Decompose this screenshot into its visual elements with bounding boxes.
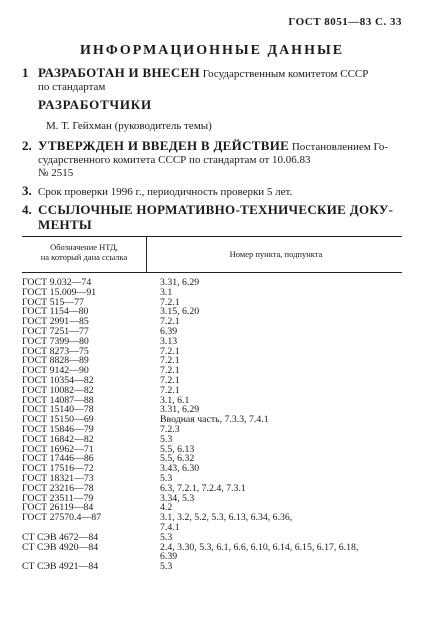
ntd-designation: ГОСТ 10354—82: [22, 374, 94, 386]
clause-numbers: 7.2.1: [160, 355, 180, 367]
ntd-designation: ГОСТ 14087—88: [22, 394, 94, 406]
ntd-designation: ГОСТ 9.032—74: [22, 277, 92, 288]
table-col1-header-line-2: на который дана ссылка: [40, 252, 128, 262]
ntd-designation: ГОСТ 23511—79: [22, 492, 94, 504]
clause-numbers: 3.43, 6.30: [160, 463, 200, 475]
clause-numbers: 3.31, 6.29: [160, 404, 200, 416]
section-4-caps-1: ССЫЛОЧНЫЕ НОРМАТИВНО-ТЕХНИЧЕСКИЕ ДОКУ-: [38, 202, 394, 217]
clause-numbers: 3.1: [160, 286, 173, 298]
section-4-caps-2: МЕНТЫ: [38, 217, 92, 232]
section-3: [22, 184, 402, 199]
clause-numbers: 3.1, 6.1: [160, 394, 190, 406]
clause-numbers: 5.3: [160, 472, 173, 484]
section-1: [22, 66, 402, 94]
ntd-designation: ГОСТ 10082—82: [22, 384, 94, 396]
page-header: ГОСТ 8051—83 С. 33: [288, 16, 402, 28]
ntd-designation: ГОСТ 9142—90: [22, 365, 89, 377]
section-1-text-1: Государственным комитетом СССР: [202, 68, 369, 80]
table-row: [22, 513, 402, 523]
ntd-designation: ГОСТ 8828—89: [22, 355, 89, 367]
page-title: ИНФОРМАЦИОННЫЕ ДАННЫЕ: [79, 43, 345, 58]
ntd-designation: ГОСТ 7251—77: [22, 325, 89, 337]
ntd-designation: ГОСТ 18321—73: [22, 472, 94, 484]
ntd-designation: ГОСТ 1154—80: [22, 306, 89, 318]
clause-numbers: 4.2: [160, 502, 173, 514]
section-1-caps: РАЗРАБОТАН И ВНЕСЕН: [38, 65, 200, 80]
table-col1-header-line-1: Обозначение НТД,: [50, 242, 118, 252]
section-2-text-2: сударственного комитета СССР по стандартам от 10.06.83: [38, 154, 311, 166]
clause-numbers: 7.2.1: [160, 384, 180, 396]
developers-text: М. Т. Гейхман (руководитель темы): [46, 120, 212, 132]
clause-numbers: 6.39: [160, 325, 178, 337]
section-1-number: 1: [22, 65, 29, 80]
clause-numbers: 7.2.1: [160, 296, 180, 308]
table-col1-header: [22, 242, 146, 262]
table-header-rule: [22, 272, 402, 273]
ntd-designation: ГОСТ 15140—78: [22, 404, 94, 416]
ntd-designation: ГОСТ 7399—80: [22, 335, 89, 347]
clause-numbers: 7.2.1: [160, 365, 180, 377]
clause-numbers: 6.3, 7.2.1, 7.2.4, 7.3.1: [160, 482, 246, 494]
clause-numbers: 5.5, 6.13: [160, 443, 195, 455]
clause-numbers: 5.3: [160, 531, 173, 543]
ntd-designation: СТ СЭВ 4672—84: [22, 531, 99, 543]
section-4-number: 4.: [22, 202, 32, 217]
ntd-designation: ГОСТ 15.009—91: [22, 286, 97, 298]
ntd-designation: ГОСТ 8273—75: [22, 345, 89, 357]
section-4: [22, 203, 402, 231]
clause-numbers: 3.1, 3.2, 5.2, 5.3, 6.13, 6.34, 6.36,: [160, 512, 293, 524]
clause-numbers: 7.2.1: [160, 316, 180, 328]
clause-numbers: 6.39: [160, 551, 178, 563]
ntd-designation: ГОСТ 515—77: [22, 296, 84, 308]
table-col2-header: Номер пункта, подпункта: [229, 249, 323, 259]
section-2-text-1: Постановлением Го-: [291, 141, 388, 153]
section-3-text: Срок проверки 1996 г., периодичность проверки 5 лет.: [38, 186, 293, 198]
clause-numbers: 5.3: [160, 433, 173, 445]
section-2-caps: УТВЕРЖДЕН И ВВЕДЕН В ДЕЙСТВИЕ: [38, 138, 290, 153]
ntd-designation: ГОСТ 15846—79: [22, 423, 94, 435]
ntd-designation: СТ СЭВ 4921—84: [22, 561, 99, 573]
section-2: [22, 139, 402, 180]
clause-numbers: 3.34, 5.3: [160, 492, 195, 504]
clause-numbers: 3.15, 6.20: [160, 306, 200, 318]
clause-numbers: 7.4.1: [160, 521, 180, 533]
section-2-text-3: № 2515: [38, 167, 74, 179]
ntd-designation: ГОСТ 26119—84: [22, 502, 94, 514]
clause-numbers: 3.13: [160, 335, 178, 347]
table-row: [22, 562, 402, 572]
ntd-designation: ГОСТ 16962—71: [22, 443, 94, 455]
section-2-number: 2.: [22, 138, 32, 153]
table-header-divider: [146, 236, 147, 272]
clause-numbers: 2.4, 3.30, 5.3, 6.1, 6.6, 6.10, 6.14, 6.15, 6.17, 6.18,: [160, 541, 359, 553]
clause-numbers: 7.2.3: [160, 423, 180, 435]
section-1-text-2: по стандартам: [38, 81, 106, 93]
ntd-designation: ГОСТ 15150—69: [22, 414, 94, 426]
clause-numbers: 5.3: [160, 561, 173, 573]
table-top-rule: [22, 236, 402, 237]
developers-heading: РАЗРАБОТЧИКИ: [38, 97, 152, 112]
clause-numbers: 5.5, 6.32: [160, 453, 195, 465]
ntd-designation: СТ СЭВ 4920—84: [22, 541, 99, 553]
clause-numbers: 3.31, 6.29: [160, 277, 200, 288]
clause-numbers: Вводная часть, 7.3.3, 7.4.1: [160, 414, 269, 426]
section-1-line-1: [22, 66, 402, 81]
ntd-designation: ГОСТ 27570.4—87: [22, 512, 102, 524]
ntd-designation: ГОСТ 2991—85: [22, 316, 89, 328]
ntd-designation: ГОСТ 17516—72: [22, 463, 94, 475]
table-body: [22, 278, 402, 572]
clause-numbers: 7.2.1: [160, 374, 180, 386]
clause-numbers: 7.2.1: [160, 345, 180, 357]
ntd-designation: ГОСТ 17446—86: [22, 453, 94, 465]
table-row: [22, 543, 402, 553]
ntd-designation: ГОСТ 16842—82: [22, 433, 94, 445]
section-3-number: 3.: [22, 183, 32, 198]
ntd-designation: ГОСТ 23216—78: [22, 482, 94, 494]
